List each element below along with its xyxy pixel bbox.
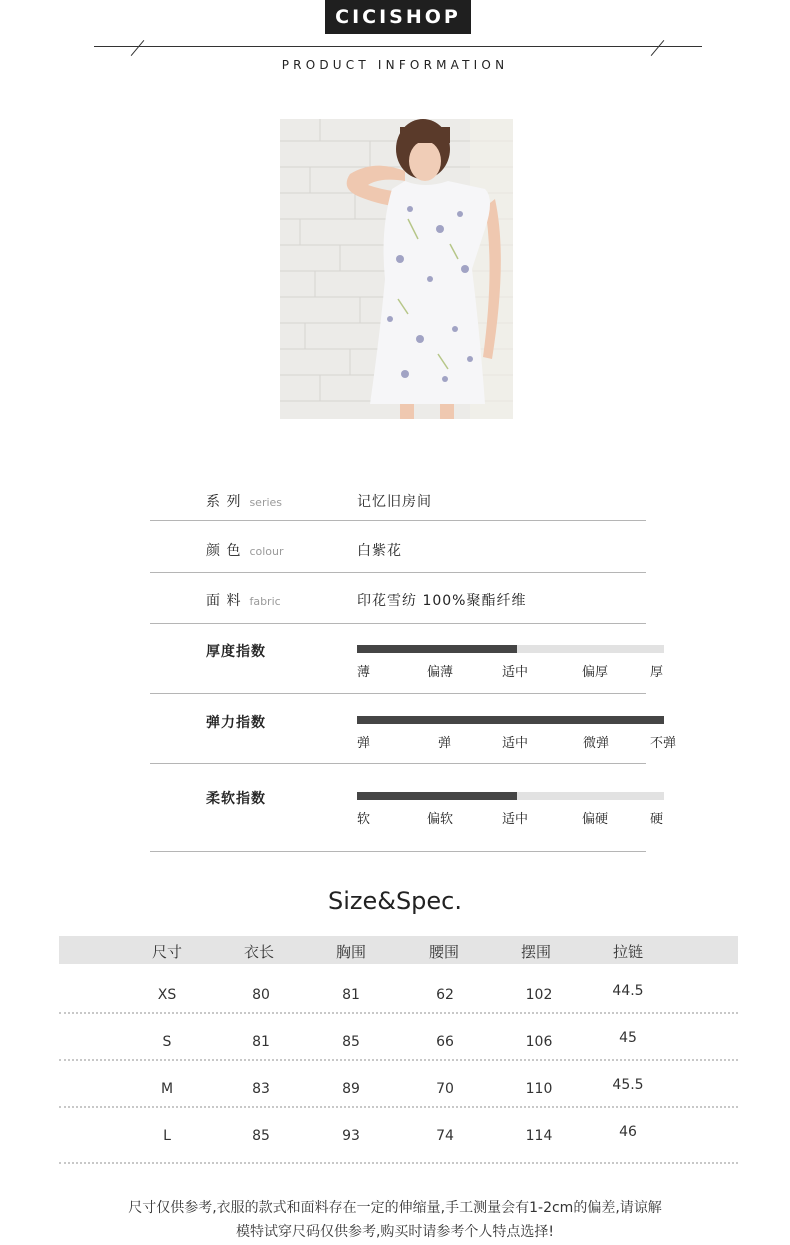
- index-bar-track: [357, 716, 664, 724]
- size-table-header: [59, 936, 738, 964]
- scale-label: 硬: [650, 812, 664, 827]
- product-photo: [280, 119, 513, 419]
- attribute-label-en: series: [249, 496, 283, 509]
- table-cell: 102: [525, 987, 553, 1003]
- table-cell: 62: [436, 987, 454, 1003]
- attribute-row-colour: [150, 521, 646, 573]
- scale-label: 偏硬: [582, 812, 609, 827]
- index-row-softness: [150, 764, 664, 852]
- scale-label: 偏厚: [582, 665, 609, 680]
- index-label: 厚度指数: [206, 644, 266, 660]
- divider-slash-right: [651, 40, 665, 56]
- table-cell: 89: [342, 1081, 360, 1097]
- index-row-elasticity: [150, 694, 677, 764]
- table-cell: 85: [252, 1128, 270, 1144]
- table-cell: 70: [436, 1081, 454, 1097]
- table-cell: 66: [436, 1034, 454, 1050]
- table-cell: M: [160, 1081, 174, 1097]
- index-scale: [357, 732, 677, 751]
- table-cell: XS: [157, 987, 177, 1003]
- table-cell: 81: [252, 1034, 270, 1050]
- size-note-line-1: 尺寸仅供参考,衣服的款式和面料存在一定的伸缩量,手工测量会有1-2cm的偏差,请谅解: [128, 1200, 662, 1216]
- divider-slash-left: [131, 40, 145, 56]
- attribute-label-en: fabric: [249, 595, 281, 608]
- attribute-value: 记忆旧房间: [357, 494, 432, 510]
- index-label: 柔软指数: [206, 791, 266, 807]
- index-row-thickness: [150, 624, 664, 694]
- table-cell: 44.5: [612, 983, 644, 999]
- table-cell: 93: [342, 1128, 360, 1144]
- table-cell: 80: [252, 987, 270, 1003]
- attribute-row-fabric: [150, 573, 646, 624]
- index-bar-fill: [357, 792, 517, 800]
- attribute-label: [206, 590, 281, 610]
- attribute-label-en: colour: [249, 545, 284, 558]
- header-cell: 胸围: [335, 943, 366, 961]
- scale-label: 不弹: [650, 736, 677, 751]
- size-table-title: Size&Spec.: [327, 887, 463, 915]
- index-scale: [357, 808, 667, 827]
- table-cell: 45: [619, 1030, 637, 1046]
- header-cell: 拉链: [612, 943, 643, 961]
- brand-logo: CICISHOP: [325, 0, 471, 34]
- scale-label: 适中: [502, 736, 529, 751]
- index-scale: [357, 661, 667, 680]
- table-row: [59, 1108, 738, 1164]
- table-row: [59, 1061, 738, 1108]
- index-bar-track: [357, 792, 664, 800]
- index-bar-fill: [357, 716, 664, 724]
- attribute-value: 印花雪纺 100%聚酯纤维: [357, 593, 527, 609]
- section-subtitle: PRODUCT INFORMATION: [281, 58, 509, 72]
- table-cell: 85: [342, 1034, 360, 1050]
- table-row: [59, 1014, 738, 1061]
- index-bar-track: [357, 645, 664, 653]
- table-cell: 106: [525, 1034, 553, 1050]
- table-row: [59, 967, 738, 1014]
- attribute-label-cn: 面 料: [206, 593, 242, 609]
- table-cell: 114: [525, 1128, 553, 1144]
- scale-label: 弹: [438, 736, 452, 751]
- attribute-label: [206, 491, 282, 511]
- attribute-label: [206, 540, 284, 560]
- table-cell: 74: [436, 1128, 454, 1144]
- header-cell: 尺寸: [151, 943, 182, 961]
- table-cell: 110: [525, 1081, 553, 1097]
- scale-label: 偏薄: [427, 665, 454, 680]
- header-cell: 摆围: [520, 943, 551, 961]
- header-divider: [94, 46, 702, 47]
- index-bar-fill: [357, 645, 517, 653]
- scale-label: 厚: [650, 665, 664, 680]
- scale-label: 微弹: [583, 736, 610, 751]
- table-cell: 46: [619, 1124, 637, 1140]
- header-cell: 衣长: [243, 943, 274, 961]
- attribute-row-series: [150, 478, 646, 521]
- attribute-value: 白紫花: [357, 543, 402, 559]
- header-cell: 腰围: [428, 943, 459, 961]
- scale-label: 薄: [357, 665, 371, 680]
- index-label: 弹力指数: [206, 715, 266, 731]
- attribute-label-cn: 系 列: [206, 494, 242, 510]
- table-cell: S: [162, 1034, 172, 1050]
- size-note-line-2: 模特试穿尺码仅供参考,购买时请参考个人特点选择!: [235, 1224, 555, 1240]
- attribute-label-cn: 颜 色: [206, 543, 242, 559]
- scale-label: 适中: [502, 812, 529, 827]
- table-cell: 81: [342, 987, 360, 1003]
- table-cell: 45.5: [612, 1077, 644, 1093]
- scale-label: 适中: [502, 665, 529, 680]
- table-cell: L: [163, 1128, 171, 1144]
- table-cell: 83: [252, 1081, 270, 1097]
- scale-label: 弹: [357, 736, 371, 751]
- scale-label: 偏软: [427, 812, 454, 827]
- scale-label: 软: [357, 812, 371, 827]
